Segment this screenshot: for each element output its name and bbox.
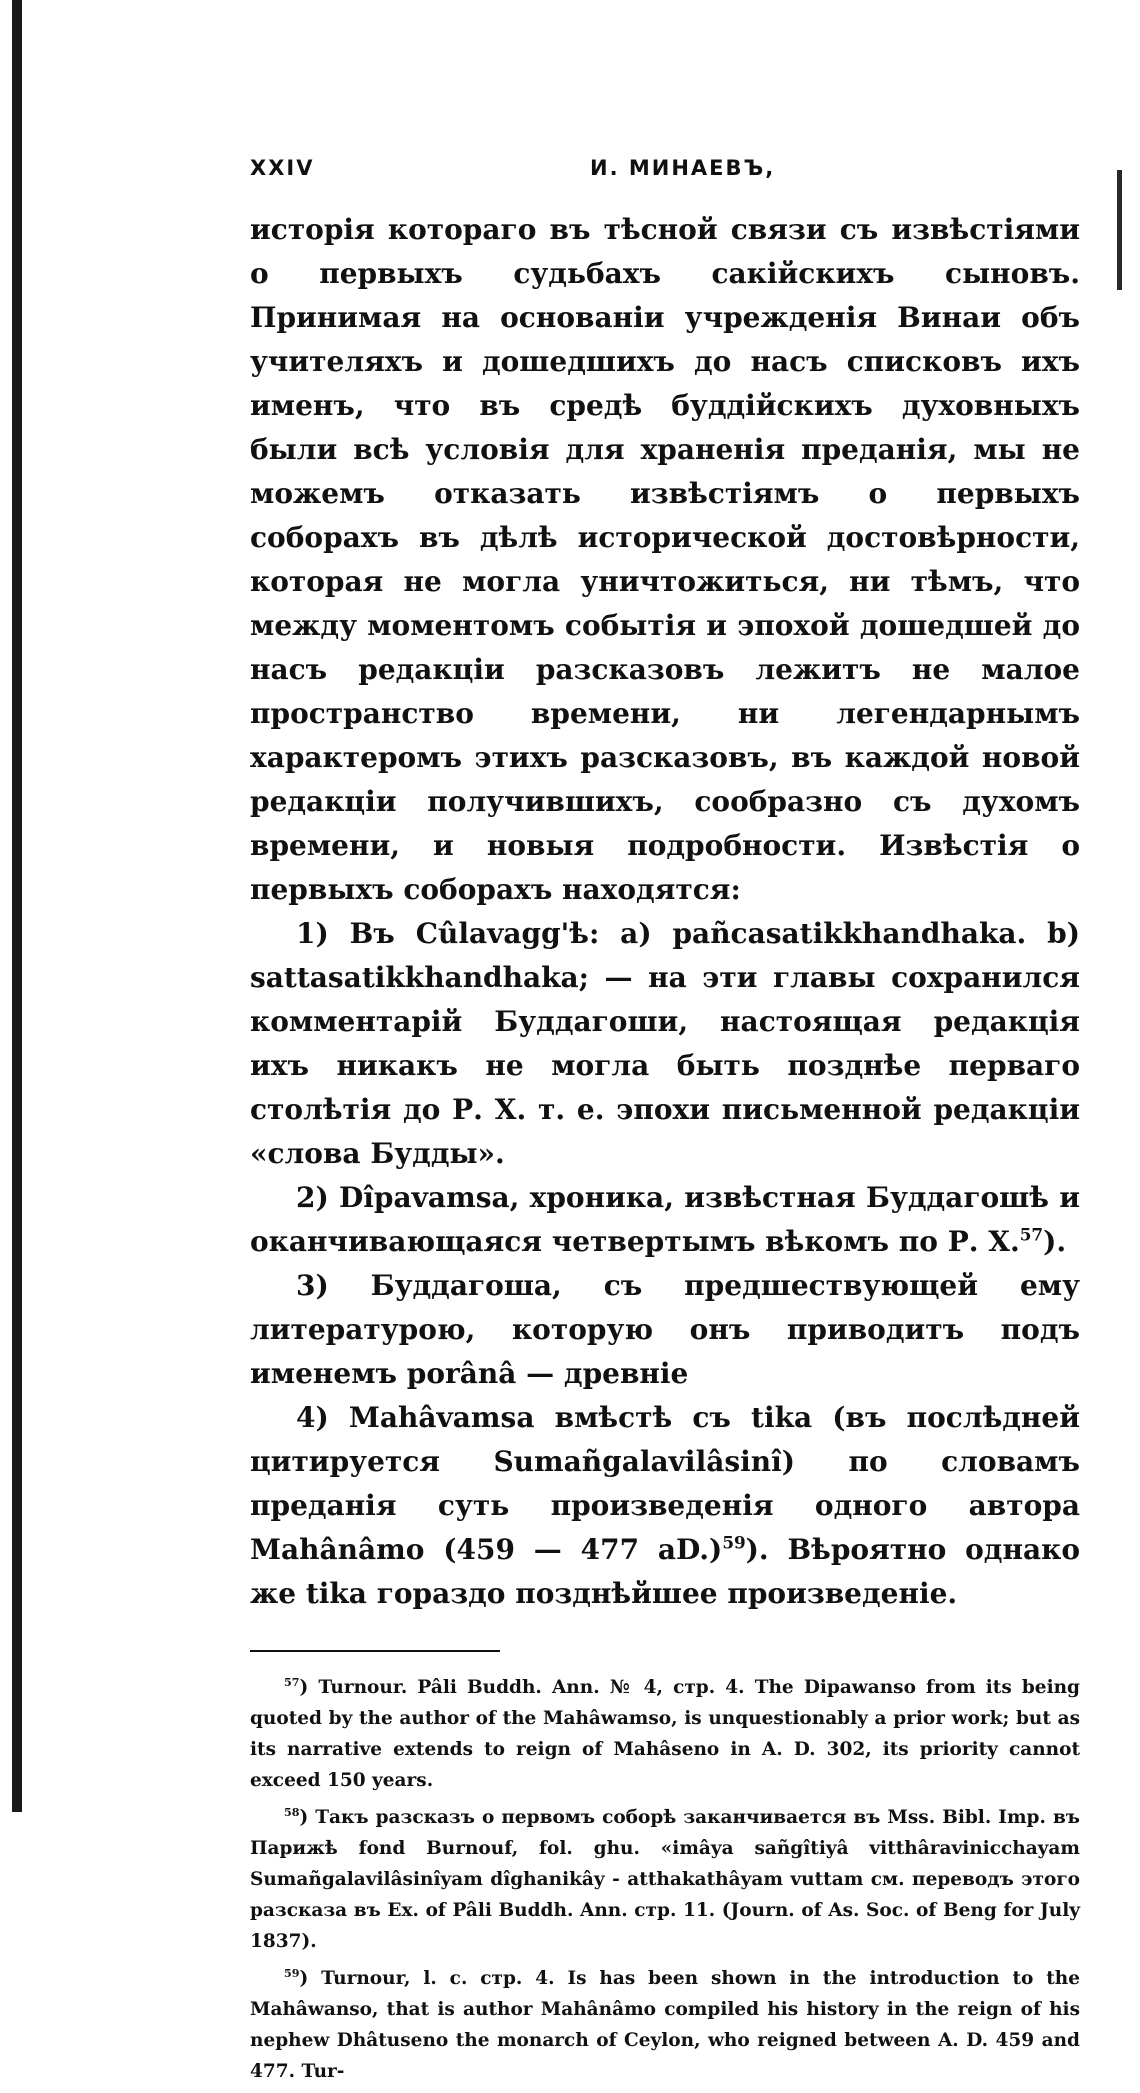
footnote-number: 59 bbox=[284, 1966, 300, 1980]
list-item-2-end: ). bbox=[1043, 1225, 1067, 1258]
footnote-divider bbox=[250, 1650, 500, 1652]
main-text bbox=[250, 208, 1080, 1616]
scan-edge-left bbox=[12, 0, 22, 1812]
footnote-text: ) Такъ разсказъ о первомъ соборѣ заканчивается въ Mss. Bibl. Imp. въ Парижѣ fond Burnouf, fol. ghu. «imâya sañgîtiyâ vitthâravinicchayam Sumañgalavilâsinîyam dîghanikây - atthakathâyam vuttam см. переводъ этого разсказа въ Ex. of Pâli Buddh. Ann. стр. 11. (Journ. of As. Soc. of Beng for July 1837). bbox=[250, 1807, 1080, 1952]
scan-edge-right bbox=[1117, 170, 1122, 290]
footnote bbox=[250, 1963, 1080, 2087]
list-item-2-text: 2) Dîpavamsa, хроника, извѣстная Буддагошѣ и оканчивающаяся четвертымъ вѣкомъ по Р. Х. bbox=[250, 1181, 1080, 1258]
footnote-ref-59: 59 bbox=[722, 1532, 746, 1553]
list-item-3: 3) Буддагоша, съ предшествующей ему литературою, которую онъ приводитъ подъ именемъ porânâ — древніе bbox=[250, 1269, 1080, 1390]
running-head bbox=[250, 150, 1080, 190]
footnote bbox=[250, 1802, 1080, 1957]
footnote-number: 58 bbox=[284, 1805, 300, 1819]
list-item-4 bbox=[250, 1396, 1080, 1616]
page bbox=[250, 150, 1080, 2093]
footnote-text: ) Turnour. Pâli Buddh. Ann. № 4, стр. 4. The Dipawanso from its being quoted by the author of the Mahâwamso, is unquestionably a prior work; but as its narrative extends to reign of Mahâseno in A. D. 302, its priority cannot exceed 150 years. bbox=[250, 1677, 1080, 1791]
list-item-4-end: ). Вѣроятно однако же tika гораздо позднѣйшее произведеніе. bbox=[250, 1533, 1080, 1610]
footnote bbox=[250, 1672, 1080, 1796]
intro-paragraph: исторія котораго въ тѣсной связи съ извѣстіями о первыхъ судьбахъ сакійскихъ сыновъ. Принимая на основаніи учрежденія Винаи объ учителяхъ и дошедшихъ до насъ списковъ ихъ именъ, что въ средѣ буддійскихъ духовныхъ были всѣ условія для храненія преданія, мы не можемъ отказать извѣстіямъ о первыхъ соборахъ въ дѣлѣ исторической достовѣрности, которая не могла уничтожиться, ни тѣмъ, что между моментомъ событія и эпохой дошедшей до насъ редакціи разсказовъ лежитъ не малое пространство времени, ни легендарнымъ характеромъ этихъ разсказовъ, въ каждой новой редакціи получившихъ, сообразно съ духомъ времени, и новыя подробности. Извѣстія о первыхъ соборахъ находятся: bbox=[250, 213, 1080, 906]
list-item-2 bbox=[250, 1176, 1080, 1264]
footnote-text: ) Turnour, l. c. стр. 4. Is has been shown in the introduction to the Mahâwanso, that is author Mahânâmo compiled his history in the reign of his nephew Dhâtuseno the monarch of Ceylon, who reigned between A. D. 459 and 477. Tur- bbox=[250, 1968, 1080, 2082]
page-number: XXIV bbox=[250, 156, 315, 180]
list-item-4-text: 4) Mahâvamsa вмѣстѣ съ tika (въ послѣдней цитируется Sumañgalavilâsinî) по словамъ преданія суть произведенія одного автора Mahânâmo (459 — 477 aD.) bbox=[250, 1401, 1080, 1566]
running-head-author: И. МИНАЕВЪ, bbox=[590, 156, 776, 180]
list-item-1: 1) Въ Cûlavagg'ѣ: a) pañcasatikkhandhaka. b) sattasatikkhandhaka; — на эти главы сохранился комментарій Буддагоши, настоящая редакція ихъ никакъ не могла быть позднѣе перваго столѣтія до Р. Х. т. е. эпохи письменной редакціи «слова Будды». bbox=[250, 917, 1080, 1170]
footnotes bbox=[250, 1672, 1080, 2087]
footnote-ref-57: 57 bbox=[1019, 1224, 1044, 1245]
footnote-number: 57 bbox=[284, 1675, 300, 1689]
